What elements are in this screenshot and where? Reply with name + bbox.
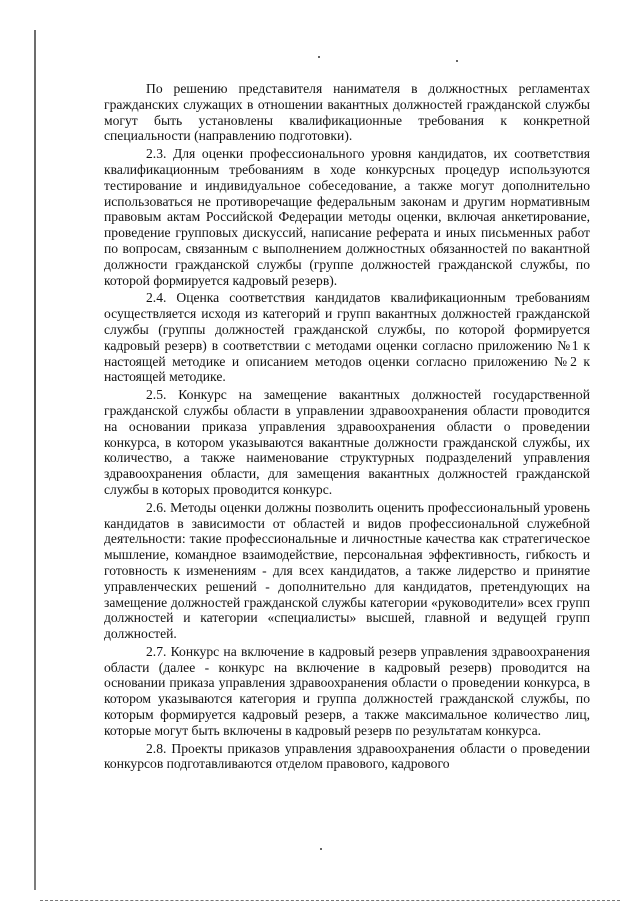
scan-speck — [320, 848, 322, 850]
scan-left-edge — [34, 30, 36, 890]
paragraph-2-5: 2.5. Конкурс на замещение вакантных должностей государственной гражданской службы области в управлении здравоохранения области проводится на основании приказа управления здравоохранения области о проведении конкурса, в котором указываются вакантные должности гражданской службы, их количество, а также наименование структурных подразделений управления здравоохранения области, для замещения вакантных должностей гражданской службы в которых проводится конкурс. — [104, 387, 590, 497]
scan-speck — [318, 56, 320, 58]
scan-speck — [456, 60, 458, 62]
document-body — [104, 81, 590, 774]
paragraph-2-7: 2.7. Конкурс на включение в кадровый резерв управления здравоохранения области (далее - конкурс на включение в кадровый резерв) проводится на основании приказа управления здравоохранения области о проведении конкурса, в котором указываются категория и группа должностей гражданской службы, по которым формируется кадровый резерв, а также максимальное количество лиц, которые могут быть включены в кадровый резерв по результатам конкурса. — [104, 643, 590, 738]
paragraph-2-3: 2.3. Для оценки профессионального уровня кандидатов, их соответствия квалификационным требованиям в ходе конкурсных процедур используются тестирование и индивидуальное собеседование, а также могут дополнительно использоваться не противоречащие федеральным законам и другим нормативным правовым актам Российской Федерации методы оценки, включая анкетирование, проведение групповых дискуссий, написание реферата и иных письменных работ по вопросам, связанным с выполнением должностных обязанностей по вакантной должности гражданской службы (группе должностей гражданской службы, по которой формируется кадровый резерв). — [104, 146, 590, 288]
scan-bottom-border — [40, 900, 620, 903]
paragraph-qualification-specialty: По решению представителя нанимателя в должностных регламентах гражданских служащих в отношении вакантных должностей гражданской службы могут быть установлены квалификационные требования к конкретной специальности (направлению подготовки). — [104, 81, 590, 144]
paragraph-2-8: 2.8. Проекты приказов управления здравоохранения области о проведении конкурсов подготавливаются отделом правового, кадрового — [104, 740, 590, 772]
paragraph-2-4: 2.4. Оценка соответствия кандидатов квалификационным требованиям осуществляется исходя из категорий и групп вакантных должностей гражданской службы (группы должностей гражданской службы, по которой формируется кадровый резерв) в соответствии с методами оценки согласно приложению №1 к настоящей методике и описанием методов оценки согласно приложению №2 к настоящей методике. — [104, 290, 590, 385]
paragraph-2-6: 2.6. Методы оценки должны позволить оценить профессиональный уровень кандидатов в зависимости от областей и видов профессиональной служебной деятельности: такие профессиональные и личностные качества как стратегическое мышление, командное взаимодействие, персональная эффективность, гибкость и готовность к изменениям - для всех кандидатов, а также лидерство и принятие управленческих решений - дополнительно для кандидатов, претендующих на замещение должностей гражданской службы категории «руководители» всех групп должностей и категории «специалисты» высшей, главной и ведущей групп должностей. — [104, 499, 590, 642]
